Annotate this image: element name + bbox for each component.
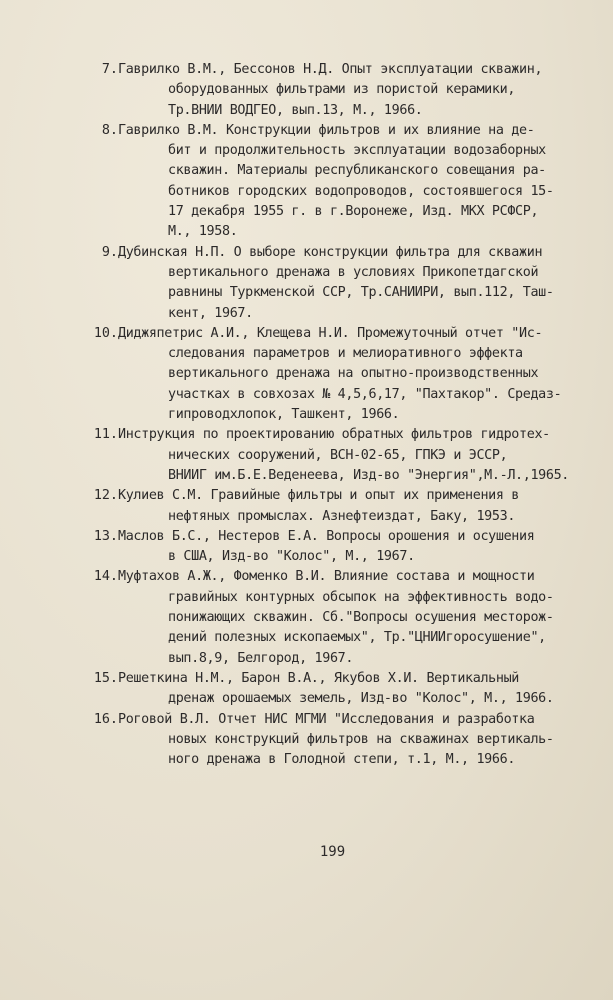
reference-line: гипроводхлопок, Ташкент, 1966. xyxy=(168,407,400,423)
reference-line: участках в совхозах № 4,5,6,17, "Пахтакор". Средаз- xyxy=(168,386,562,402)
reference-line: Роговой В.Л. Отчет НИС МГМИ "Исследования и разработка xyxy=(118,711,535,727)
reference-entry xyxy=(88,669,603,710)
reference-line: Гаврилко В.М. Конструкции фильтров и их влияние на де- xyxy=(118,122,535,138)
reference-line: скважин. Материалы республиканского совещания ра- xyxy=(168,163,546,179)
reference-entry xyxy=(88,710,603,771)
reference-line: гравийных контурных обсыпок на эффективность водо- xyxy=(168,589,554,605)
reference-line: понижающих скважин. Сб."Вопросы осушения месторож- xyxy=(168,610,554,626)
reference-line: ботников городских водопроводов, состоявшегося 15- xyxy=(168,183,554,199)
reference-line: оборудованных фильтрами из пористой керамики, xyxy=(168,82,516,98)
reference-list xyxy=(88,60,603,770)
reference-line: кент, 1967. xyxy=(168,305,253,321)
reference-number: 8. xyxy=(101,122,118,138)
reference-line: ного дренажа в Голодной степи, т.1, М., 1966. xyxy=(168,752,516,768)
reference-line: Кулиев С.М. Гравийные фильтры и опыт их применения в xyxy=(118,488,520,504)
reference-entry xyxy=(88,121,603,243)
reference-line: Гаврилко В.М., Бессонов Н.Д. Опыт эксплуатации скважин, xyxy=(118,62,543,77)
reference-entry xyxy=(88,527,603,568)
reference-line: в США, Изд-во "Колос", М., 1967. xyxy=(168,549,415,565)
reference-entry xyxy=(88,324,603,425)
reference-line: новых конструкций фильтров на скважинах вертикаль- xyxy=(168,731,554,747)
reference-number: 13. xyxy=(93,528,118,544)
reference-entry xyxy=(88,243,603,324)
reference-number: 11. xyxy=(93,427,118,443)
reference-line: равнины Туркменской ССР, Тр.САНИИРИ, вып.112, Таш- xyxy=(168,285,554,301)
reference-line: Диджяпетрис А.И., Клещева Н.И. Промежуточный отчет "Ис- xyxy=(118,325,543,341)
reference-line: вып.8,9, Белгород, 1967. xyxy=(168,650,354,666)
reference-line: Тр.ВНИИ ВОДГЕО, вып.13, М., 1966. xyxy=(168,102,423,118)
reference-entry xyxy=(88,486,603,527)
reference-line: вертикального дренажа в условиях Прикопетдагской xyxy=(168,264,539,280)
reference-line: дренаж орошаемых земель, Изд-во "Колос", М., 1966. xyxy=(168,691,554,707)
reference-line: следования параметров и мелиоративного эффекта xyxy=(168,346,523,362)
reference-line: вертикального дренажа на опытно-производственных xyxy=(168,366,539,382)
reference-number: 15. xyxy=(93,670,118,686)
reference-line: нефтяных промыслах. Азнефтеиздат, Баку, 1953. xyxy=(168,508,516,524)
reference-line: нических сооружений, ВСН-02-65, ГПКЭ и ЭССР, xyxy=(168,447,508,463)
reference-entry xyxy=(88,425,603,486)
reference-line: Муфтахов А.Ж., Фоменко В.И. Влияние состава и мощности xyxy=(118,569,535,585)
reference-line: Решеткина Н.М., Барон В.А., Якубов Х.И. Вертикальный xyxy=(118,670,520,686)
reference-line: М., 1958. xyxy=(168,224,238,240)
reference-number: 9. xyxy=(101,244,118,260)
page-number-text: 199 xyxy=(319,844,346,860)
reference-number: 16. xyxy=(93,711,118,727)
reference-entry xyxy=(88,567,603,668)
reference-line: дений полезных ископаемых", Тр."ЦНИИгоросушение", xyxy=(168,630,546,646)
reference-line: Маслов Б.С., Нестеров Е.А. Вопросы орошения и осушения xyxy=(118,528,535,544)
reference-line: бит и продолжительность эксплуатации водозаборных xyxy=(168,143,546,159)
reference-number: 7. xyxy=(101,62,118,77)
reference-number: 14. xyxy=(93,569,118,585)
page-number xyxy=(0,844,613,860)
reference-line: Инструкция по проектированию обратных фильтров гидротех- xyxy=(118,427,550,443)
reference-line: 17 декабря 1955 г. в г.Воронеже, Изд. МКХ РСФСР, xyxy=(168,204,539,220)
reference-number: 10. xyxy=(93,325,118,341)
reference-line: Дубинская Н.П. О выборе конструкции фильтра для скважин xyxy=(118,244,543,260)
reference-line: ВНИИГ им.Б.Е.Веденеева, Изд-во "Энергия",М.-Л.,1965. xyxy=(168,467,570,483)
reference-entry xyxy=(88,60,603,121)
reference-number: 12. xyxy=(93,488,118,504)
